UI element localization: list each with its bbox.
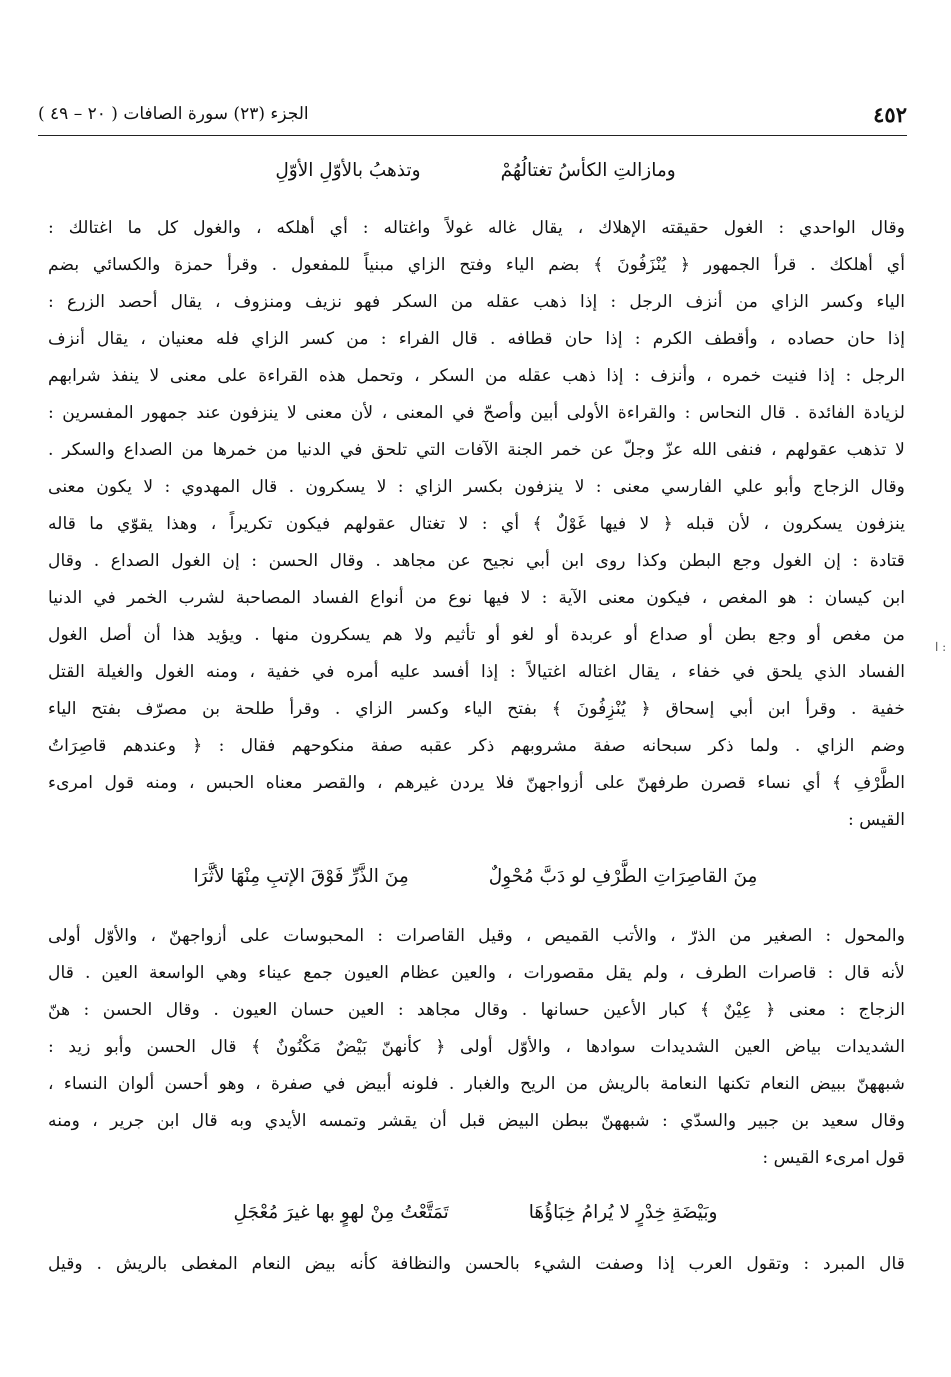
verse-second-hemistich: وتذهبُ بالأوّلِ الأوّلِ xyxy=(275,160,421,181)
text-line: والمحول : الصغير من الذرّ ، والأتب القميص ، وقيل القاصرات : المحبوسات على أزواجهنّ ، والأوّل أولى xyxy=(48,926,905,946)
text-line: لا تذهب عقولهم ، فنفى الله عزّ وجلّ عن خمر الجنة الآفات التي تلحق في الدنيا من خمرها من الصداع والسكر . xyxy=(48,440,905,460)
text-line: القيس : xyxy=(847,810,905,830)
verse-first-hemistich: ومازالتِ الكأسُ تغتالُهُمْ xyxy=(500,160,676,181)
text-line: شبههنّ ببيض النعام تكنها النعامة بالريش من الريح والغبار . فلونه أبيض في صفرة ، وهو أحسن ألوان النساء ، xyxy=(48,1074,905,1094)
text-line: لأنه قال : قاصرات الطرف ، ولم يقل مقصورات ، والعين عظام العيون جمع عيناء وهي الواسعة العين . قال xyxy=(48,963,905,983)
running-header xyxy=(38,98,907,130)
margin-mark: ا : xyxy=(935,640,947,654)
poetry-verse-2 xyxy=(60,866,891,887)
text-line: وقال الزجاج وأبو علي الفارسي معنى : لا ينزفون بكسر الزاي : لا يسكرون . قال المهدوي : لا يكون معنى xyxy=(48,477,905,497)
verse-second-hemistich: مِنَ الذَّرِّ فَوْقَ الإتبِ مِنْهَا لأثَّرَا xyxy=(193,866,409,887)
header-rule xyxy=(38,135,907,136)
poetry-verse-3 xyxy=(60,1202,891,1223)
text-line: وقال سعيد بن جبير والسدّي : شبههنّ ببطن البيض قبل أن يقشر وتمسه الأيدي وبه قال ابن جرير ، ومنه xyxy=(48,1111,905,1131)
text-line: قتادة : إن الغول وجع البطن وكذا روى ابن أبي نجيح عن مجاهد . وقال الحسن : إن الغول الصداع . وقال xyxy=(48,551,905,571)
poetry-verse-1 xyxy=(60,160,891,181)
text-line: الشديدات بياض العين الشديدات سوادها ، والأوّل أولى ﴿ كأنهنّ بَيْضٌ مَكْنُونٌ ﴾ قال الحسن وأبو زيد : xyxy=(48,1037,905,1057)
text-line: إذا حان حصاده ، وأقطف الكرم : إذا حان قطافه . قال الفراء : من كسر الزاي فله معنيان ، يقال أنزف xyxy=(48,329,905,349)
text-line: الطَّرْفِ ﴾ أي نساء قصرن طرفهنّ على أزواجهنّ فلا يردن غيرهم ، والقصر معناه الحبس ، ومنه قول امرىء xyxy=(48,773,905,793)
text-line: الرجل : إذا فنيت خمره ، وأنزف : إذا ذهب عقله من السكر ، وتحمل هذه القراءة على معنى لا ينفذ شرابهم xyxy=(48,366,905,386)
text-line: ابن كيسان : هو المغص ، فيكون معنى الآية : لا فيها نوع من أنواع الفساد المصاحبة لشرب الخمر في الدنيا xyxy=(48,588,905,608)
text-line: أي أهلكك . قرأ الجمهور ﴿ يُنْزَفُونَ ﴾ بضم الياء وفتح الزاي مبنياً للمفعول . وقرأ حمزة والكسائي بضم xyxy=(48,255,905,275)
page-number: ٤٥٢ xyxy=(873,101,907,127)
text-line: ينزفون يسكرون ، لأن قبله ﴿ لا فيها غَوْلٌ ﴾ أي : لا تغتال عقولهم فيكون تكريراً ، وهذا يقوّي ما قاله xyxy=(48,514,905,534)
verse-first-hemistich: وبَيْضَةِ خِدْرٍ لا يُرامُ خِبَاؤُهَا xyxy=(528,1202,718,1223)
verse-first-hemistich: مِنَ القاصِرَاتِ الطَّرْفِ لو دَبَّ مُحْوِلٌ xyxy=(488,866,758,887)
text-line: الزجاج : معنى ﴿ عِيْنٌ ﴾ كبار الأعين حسانها . وقال مجاهد : العين حسان العيون . وقال الحسن : هنّ xyxy=(48,1000,905,1020)
text-line: وضم الزاي . ولما ذكر سبحانه صفة مشروبهم ذكر عقبه صفة منكوحهم فقال : ﴿ وعندهم قاصِرَاتُ xyxy=(48,736,905,756)
text-line: من مغص أو وجع بطن أو صداع أو عربدة أو لغو أو تأثيم ولا هم يسكرون منها . ويؤيد هذا أن أصل الغول xyxy=(48,625,905,645)
text-line: وقال الواحدي : الغول حقيقته الإهلاك ، يقال غاله غولاً واغتاله : أي أهلكه ، والغول كل ما اغتالك : xyxy=(48,218,905,238)
text-line: خفية . وقرأ ابن أبي إسحاق ﴿ يُنْزِفُونَ ﴾ بفتح الياء وكسر الزاي . وقرأ طلحة بن مصرّف بفتح الياء xyxy=(48,699,905,719)
text-line: الياء وكسر الزاي من أنزف الرجل : إذا ذهب عقله من السكر فهو نزيف ومنزوف ، يقال أحصد الزرع : xyxy=(48,292,905,312)
text-line: الفساد الذي يلحق في خفاء ، يقال اغتاله اغتيالاً : إذا أفسد عليه أمره في خفية ، ومنه الغول والغيلة القتل xyxy=(48,662,905,682)
text-line: لزيادة الفائدة . قال النحاس : والقراءة الأولى أبين وأصحّ في المعنى ، لأن معنى لا ينزفون عند جمهور المفسرين : xyxy=(48,403,905,423)
text-line: قول امرىء القيس : xyxy=(762,1148,905,1168)
header-title: الجزء (٢٣) سورة الصافات ( ٢٠ – ٤٩ ) xyxy=(38,104,309,124)
text-line: قال المبرد : وتقول العرب إذا وصفت الشيء بالحسن والنظافة كأنه بيض النعام المغطى بالريش . وقيل xyxy=(48,1254,905,1274)
verse-second-hemistich: تَمَتَّعْتُ مِنْ لهوٍ بها غيرَ مُعْجَلِ xyxy=(233,1202,449,1223)
